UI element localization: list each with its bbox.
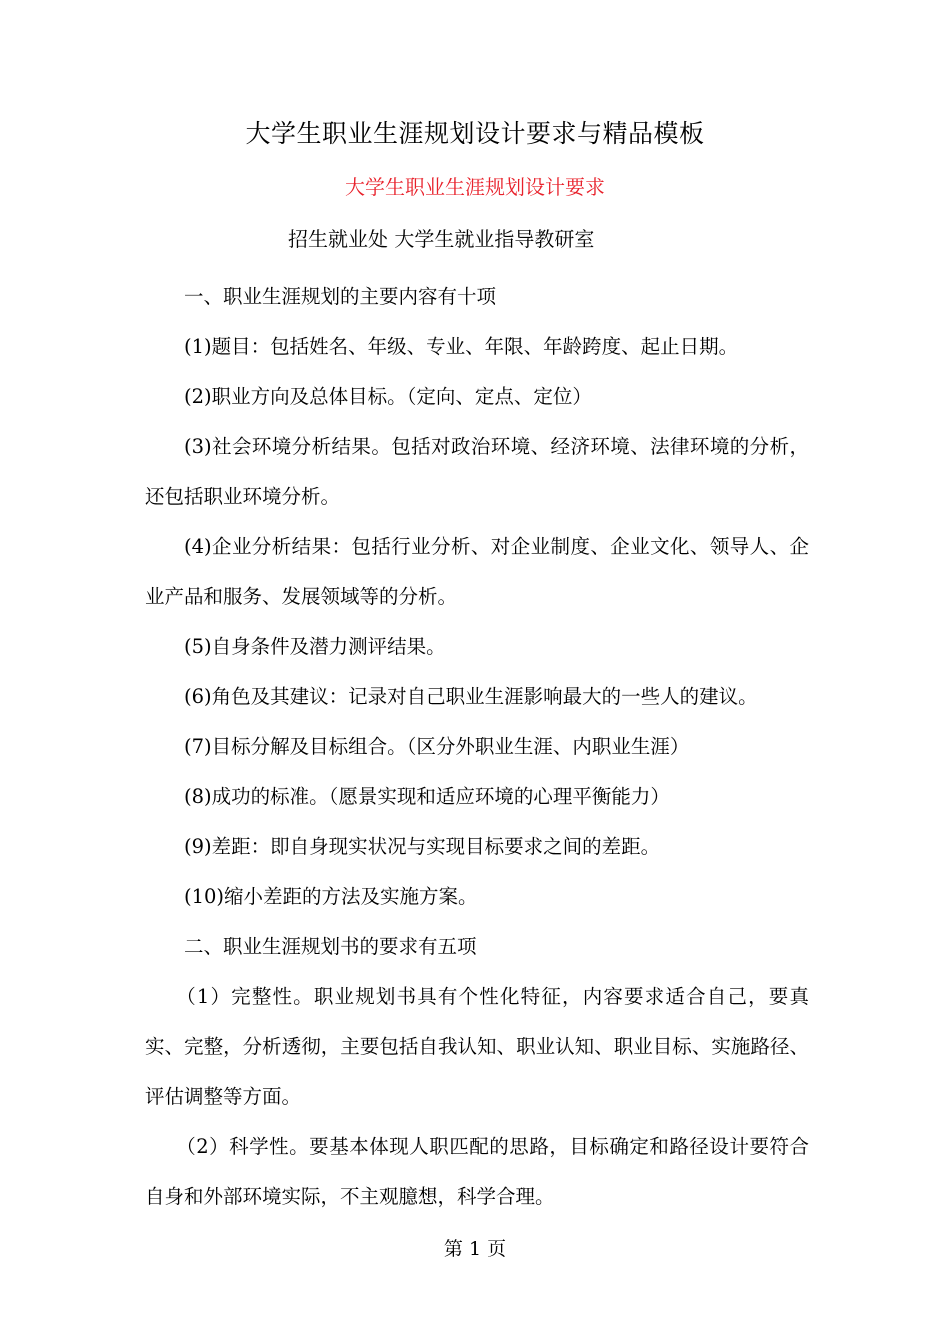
list-item: (1)题目：包括姓名、年级、专业、年限、年龄跨度、起止日期。 [184,335,739,358]
list-item: (3)社会环境分析结果。包括对政治环境、经济环境、法律环境的分析，还包括职业环境分析。 [145,435,809,508]
document-title: 大学生职业生涯规划设计要求与精品模板 [245,119,705,148]
document-body [145,272,809,1222]
list-item: （2）科学性。要基本体现人职匹配的思路，目标确定和路径设计要符合自身和外部环境实际，不主观臆想，科学合理。 [145,1135,809,1208]
document-author: 招生就业处 大学生就业指导教研室 [288,227,595,251]
page-number: 第 1 页 [443,1238,507,1260]
list-item: （1）完整性。职业规划书具有个性化特征，内容要求适合自己，要真实、完整，分析透彻，主要包括自我认知、职业认知、职业目标、实施路径、评估调整等方面。 [145,985,809,1108]
document-subtitle: 大学生职业生涯规划设计要求 [345,175,605,199]
list-item: (6)角色及其建议：记录对自己职业生涯影响最大的一些人的建议。 [184,685,758,708]
list-item: (10)缩小差距的方法及实施方案。 [184,885,478,908]
list-item: (2)职业方向及总体目标。（定向、定点、定位） [184,385,592,408]
section-heading: 二、职业生涯规划书的要求有五项 [184,935,477,958]
list-item: (7)目标分解及目标组合。（区分外职业生涯、内职业生涯） [184,735,690,758]
section-heading: 一、职业生涯规划的主要内容有十项 [184,285,497,308]
list-item: (5)自身条件及潜力测评结果。 [184,635,446,658]
list-item: (4)企业分析结果：包括行业分析、对企业制度、企业文化、领导人、企业产品和服务、发展领域等的分析。 [145,535,809,608]
list-item: (9)差距：即自身现实状况与实现目标要求之间的差距。 [184,835,661,858]
list-item: (8)成功的标准。（愿景实现和适应环境的心理平衡能力） [184,785,670,808]
